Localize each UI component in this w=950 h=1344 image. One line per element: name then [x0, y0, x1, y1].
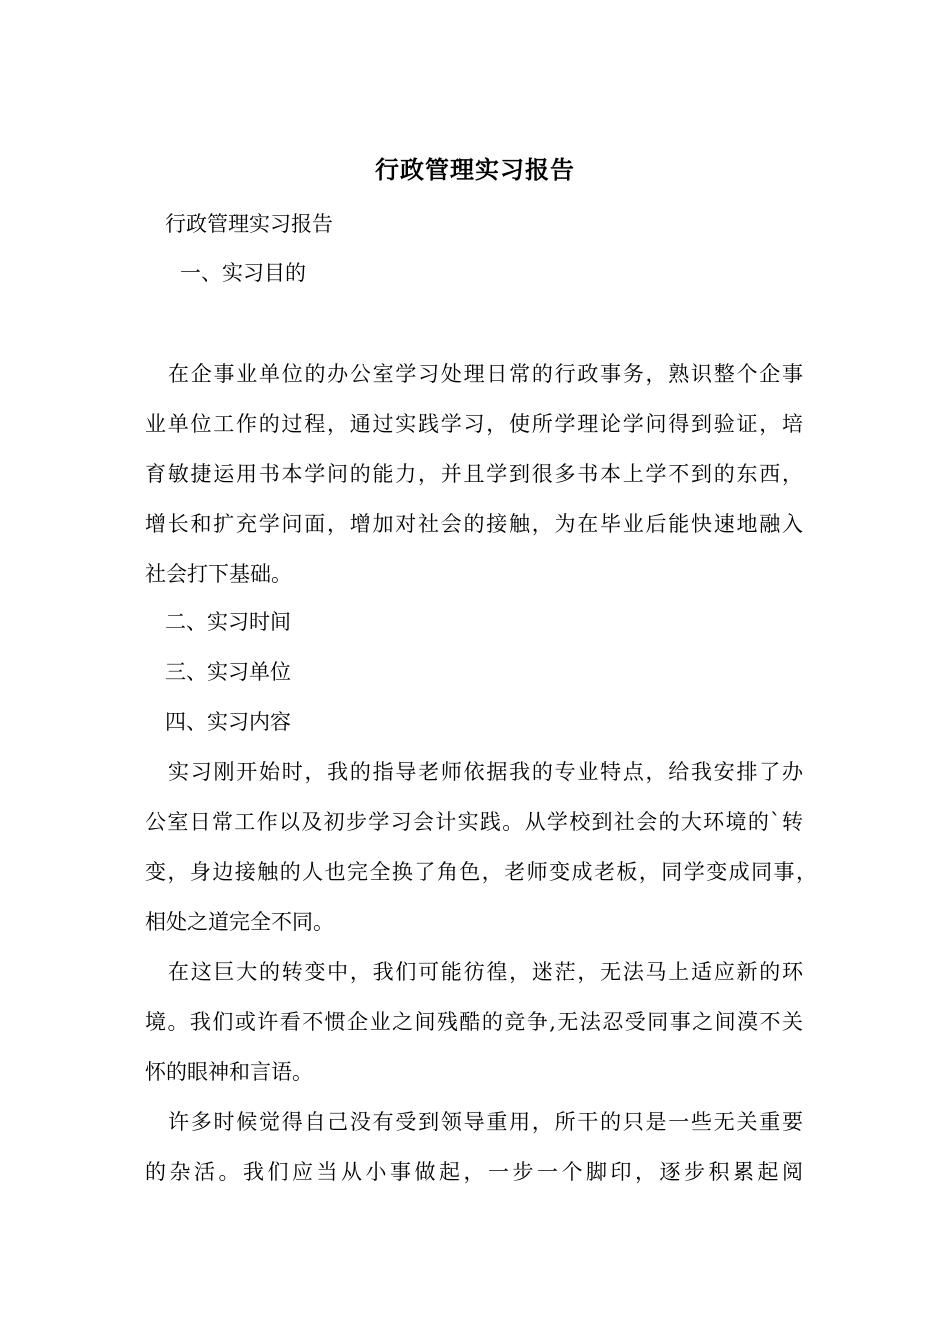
- paragraph-line: 怀的眼神和言语。: [145, 1060, 313, 1084]
- paragraph-line: 变，身边接触的人也完全换了角色，老师变成老板，同学变成同事，: [145, 860, 817, 884]
- paragraph-line: 业单位工作的过程，通过实践学习，使所学理论学问得到验证，培: [145, 412, 803, 436]
- paragraph-line: 育敏捷运用书本学问的能力，并且学到很多书本上学不到的东西，: [145, 462, 803, 486]
- document-title: 行政管理实习报告: [375, 155, 575, 184]
- paragraph-line: 的杂活。我们应当从小事做起，一步一个脚印，逐步积累起阅: [145, 1160, 803, 1184]
- paragraph-line: 公室日常工作以及初步学习会计实践。从学校到社会的大环境的`转: [145, 810, 803, 834]
- paragraph-line: 相处之道完全不同。: [145, 910, 334, 934]
- paragraph-line: 在企事业单位的办公室学习处理日常的行政事务，熟识整个企事: [168, 362, 803, 386]
- paragraph-line: 实习刚开始时，我的指导老师依据我的专业特点，给我安排了办: [168, 760, 803, 784]
- paragraph-line: 在这巨大的转变中，我们可能彷徨，迷茫，无法马上适应新的环: [168, 960, 803, 984]
- paragraph-line: 境。我们或许看不惯企业之间残酷的竞争,无法忍受同事之间漠不关: [145, 1010, 803, 1034]
- paragraph-line: 增长和扩充学问面，增加对社会的接触，为在毕业后能快速地融入: [145, 512, 803, 536]
- paragraph-line: 许多时候觉得自己没有受到领导重用，所干的只是一些无关重要: [168, 1110, 803, 1134]
- section-heading-time: 二、实习时间: [165, 610, 291, 634]
- paragraph-line: 社会打下基础。: [145, 562, 292, 586]
- section-heading-unit: 三、实习单位: [165, 660, 291, 684]
- section-heading-content: 四、实习内容: [165, 710, 291, 734]
- section-heading-purpose: 一、实习目的: [180, 261, 306, 285]
- document-subtitle: 行政管理实习报告: [165, 212, 333, 236]
